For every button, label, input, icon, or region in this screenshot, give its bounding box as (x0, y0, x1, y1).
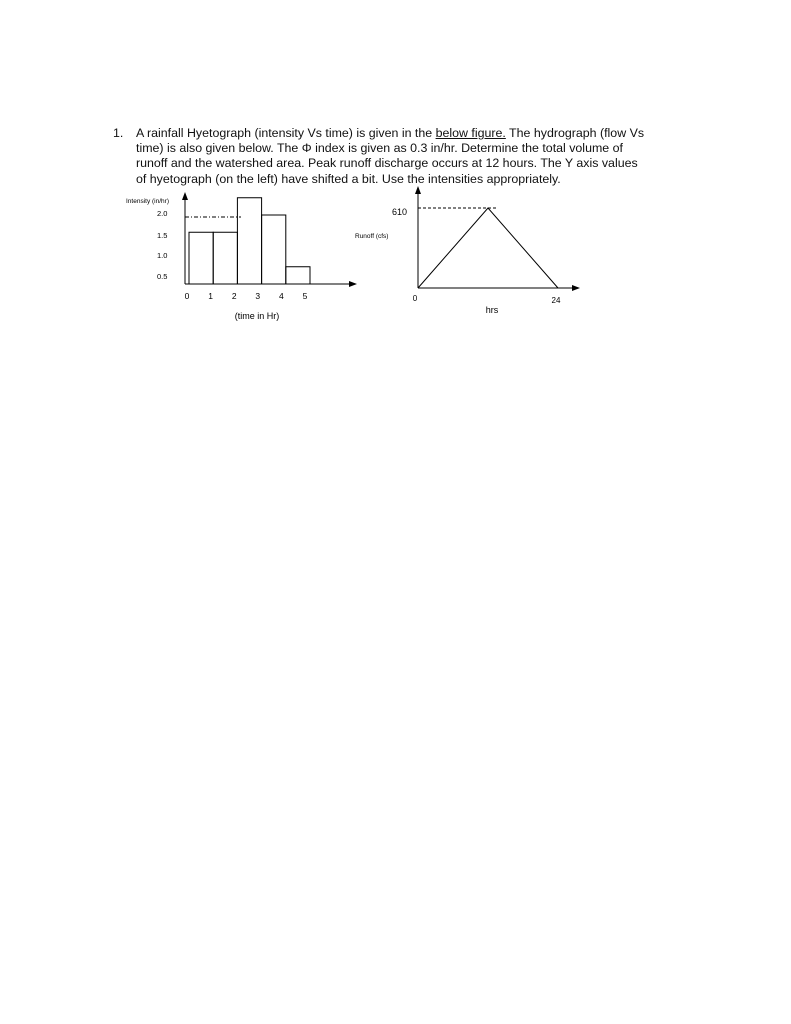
hydrograph-x-tick-0: 0 (412, 294, 418, 303)
hyetograph-y-label: Intensity (in/hr) (126, 198, 169, 205)
hyetograph-x-ticks (185, 291, 308, 301)
hyetograph-bar-3 (262, 215, 286, 284)
hyetograph-bar-4 (286, 267, 310, 284)
figure-reference: below figure. (435, 126, 506, 140)
hyetograph-y-tick: 2.0 (157, 209, 168, 218)
hyetograph-x-tick: 3 (255, 291, 261, 301)
hyetograph-y-tick: 0.5 (157, 272, 168, 281)
hyetograph-x-tick: 5 (302, 291, 308, 301)
hyetograph-y-tick: 1.0 (157, 251, 168, 260)
hyetograph-bars (189, 198, 310, 284)
hyetograph-y-tick: 1.5 (157, 231, 168, 240)
hydrograph-x-tick-24: 24 (551, 296, 561, 305)
hyetograph-bar-2 (237, 198, 261, 284)
hyetograph-y-ticks (157, 209, 167, 281)
hyetograph-bar-1 (213, 232, 237, 284)
hydrograph-series-line (418, 208, 558, 288)
hydrograph-peak-label: 610 (392, 207, 408, 217)
hydrograph-x-label: hrs (485, 305, 499, 315)
question-line-1-pre: A rainfall Hyetograph (intensity Vs time) is given in the (136, 126, 436, 140)
hyetograph-x-tick: 1 (208, 291, 213, 301)
question-line-3: runoff and the watershed area. Peak runoff discharge occurs at 12 hours. The Y axis values (136, 156, 638, 171)
question-line-4: of hyetograph (on the left) have shifted a bit. Use the intensities appropriately. (136, 171, 561, 186)
hyetograph-x-label: (time in Hr) (234, 311, 280, 321)
hydrograph (355, 190, 576, 315)
hyetograph (126, 196, 353, 321)
hyetograph-x-tick: 4 (279, 291, 284, 301)
hyetograph-x-tick: 0 (184, 291, 190, 301)
question-line-2: time) is also given below. The Φ index is given as 0.3 in/hr. Determine the total volume of (136, 141, 623, 156)
question-number: 1. (113, 126, 124, 140)
question-line-1-post: The hydrograph (flow Vs (505, 126, 645, 140)
hyetograph-bar-0 (189, 232, 213, 284)
hyetograph-x-tick: 2 (231, 291, 237, 301)
hydrograph-y-label: Runoff (cfs) (355, 233, 389, 240)
